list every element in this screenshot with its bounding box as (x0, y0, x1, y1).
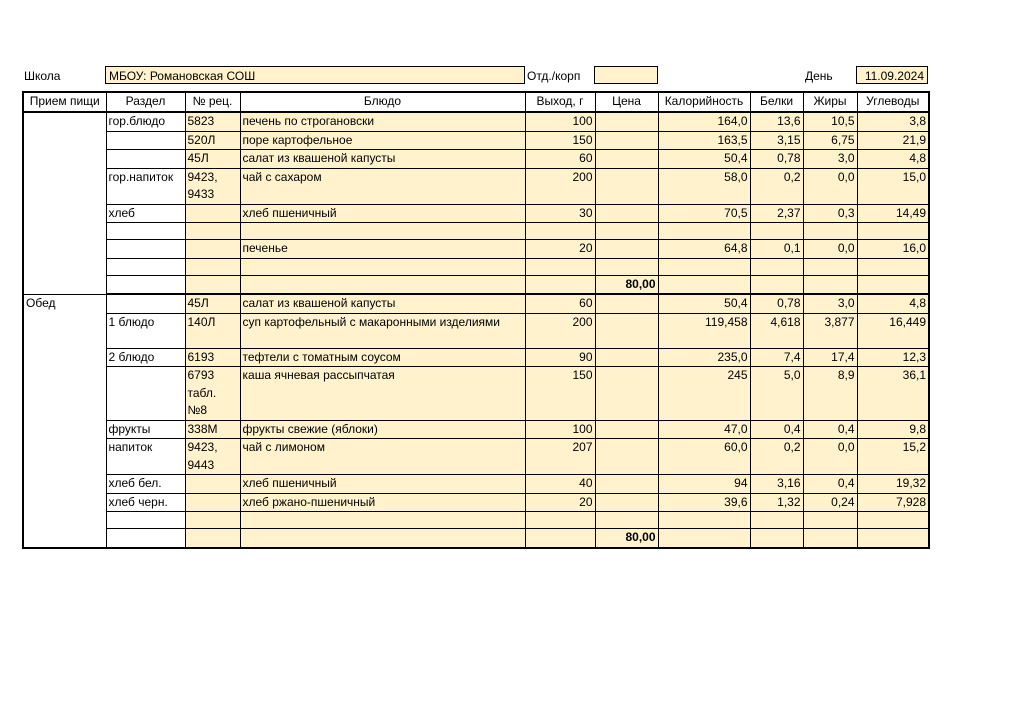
table-row (23, 367, 929, 421)
carbs-cell[interactable]: 21,9 (857, 131, 929, 150)
kcal-cell[interactable]: 235,0 (658, 348, 750, 367)
price-cell[interactable] (595, 439, 658, 475)
fat-cell[interactable]: 0,0 (803, 439, 857, 475)
section-cell[interactable] (106, 275, 185, 294)
price-cell[interactable] (595, 512, 658, 529)
dish-cell[interactable]: салат из квашеной капусты (240, 294, 525, 313)
yield-cell[interactable]: 150 (525, 367, 595, 421)
kcal-cell[interactable]: 164,0 (658, 112, 750, 131)
protein-cell[interactable] (750, 529, 803, 548)
protein-cell[interactable]: 2,37 (750, 204, 803, 223)
meal-cell (23, 112, 106, 294)
section-cell[interactable] (106, 512, 185, 529)
fat-cell[interactable]: 3,877 (803, 313, 857, 348)
recipe-cell[interactable]: 9423, 9433 (185, 168, 240, 204)
col-carbs: Углеводы (857, 92, 929, 112)
price-cell[interactable] (595, 367, 658, 421)
col-meal: Прием пищи (23, 92, 106, 112)
table-row (23, 439, 929, 475)
protein-cell[interactable]: 3,15 (750, 131, 803, 150)
protein-cell[interactable]: 13,6 (750, 112, 803, 131)
carbs-cell[interactable]: 36,1 (857, 367, 929, 421)
protein-cell[interactable]: 0,1 (750, 240, 803, 259)
dish-cell[interactable]: печень по строгановски (240, 112, 525, 131)
price-cell[interactable] (595, 150, 658, 169)
kcal-cell[interactable]: 94 (658, 475, 750, 494)
kcal-cell[interactable]: 70,5 (658, 204, 750, 223)
recipe-cell[interactable]: 338М (185, 420, 240, 439)
fat-cell[interactable] (803, 258, 857, 275)
price-cell[interactable] (595, 131, 658, 150)
protein-cell[interactable]: 0,4 (750, 420, 803, 439)
price-cell[interactable] (595, 475, 658, 494)
price-cell[interactable] (595, 294, 658, 313)
fat-cell[interactable] (803, 529, 857, 548)
recipe-cell[interactable]: 9423, 9443 (185, 439, 240, 475)
price-cell[interactable]: 80,00 (595, 529, 658, 548)
section-cell[interactable]: хлеб бел. (106, 475, 185, 494)
kcal-cell[interactable]: 245 (658, 367, 750, 421)
col-section: Раздел (106, 92, 185, 112)
yield-cell[interactable]: 100 (525, 420, 595, 439)
table-row (23, 493, 929, 512)
carbs-cell[interactable] (857, 258, 929, 275)
kcal-cell[interactable]: 39,6 (658, 493, 750, 512)
kcal-cell[interactable]: 60,0 (658, 439, 750, 475)
carbs-cell[interactable] (857, 529, 929, 548)
recipe-cell[interactable]: 5823 (185, 112, 240, 131)
protein-cell[interactable] (750, 223, 803, 240)
section-cell[interactable]: хлеб (106, 204, 185, 223)
fat-cell[interactable]: 10,5 (803, 112, 857, 131)
fat-cell[interactable]: 0,4 (803, 420, 857, 439)
carbs-cell[interactable]: 4,8 (857, 294, 929, 313)
carbs-cell[interactable]: 12,3 (857, 348, 929, 367)
table-row (23, 168, 929, 204)
recipe-cell[interactable] (185, 240, 240, 259)
col-protein: Белки (750, 92, 803, 112)
dish-cell[interactable]: печенье (240, 240, 525, 259)
dish-cell[interactable]: фрукты свежие (яблоки) (240, 420, 525, 439)
price-cell[interactable] (595, 204, 658, 223)
dish-cell[interactable]: поре картофельное (240, 131, 525, 150)
table-row (23, 529, 929, 548)
dish-cell[interactable]: суп картофельный с макаронными изделиями (240, 313, 525, 348)
dish-cell[interactable] (240, 512, 525, 529)
yield-cell[interactable] (525, 529, 595, 548)
carbs-cell[interactable]: 16,0 (857, 240, 929, 259)
yield-cell[interactable]: 207 (525, 439, 595, 475)
table-row (23, 258, 929, 275)
fat-cell[interactable]: 0,4 (803, 475, 857, 494)
fat-cell[interactable]: 0,24 (803, 493, 857, 512)
protein-cell[interactable] (750, 275, 803, 294)
kcal-cell[interactable]: 50,4 (658, 150, 750, 169)
price-cell[interactable] (595, 493, 658, 512)
table-row (23, 275, 929, 294)
carbs-cell[interactable]: 16,449 (857, 313, 929, 348)
price-cell[interactable] (595, 168, 658, 204)
yield-cell[interactable]: 60 (525, 294, 595, 313)
dish-cell[interactable] (240, 258, 525, 275)
protein-cell[interactable]: 0,2 (750, 439, 803, 475)
dish-cell[interactable] (240, 275, 525, 294)
yield-cell[interactable] (525, 512, 595, 529)
carbs-cell[interactable] (857, 223, 929, 240)
yield-cell[interactable]: 40 (525, 475, 595, 494)
fat-cell[interactable]: 0,3 (803, 204, 857, 223)
yield-cell[interactable]: 200 (525, 313, 595, 348)
school-field[interactable]: МБОУ: Романовская СОШ (105, 66, 525, 84)
price-cell[interactable] (595, 258, 658, 275)
carbs-cell[interactable]: 14,49 (857, 204, 929, 223)
yield-cell[interactable] (525, 223, 595, 240)
carbs-cell[interactable] (857, 275, 929, 294)
table-row (23, 150, 929, 169)
table-row (23, 223, 929, 240)
protein-cell[interactable]: 0,78 (750, 294, 803, 313)
price-cell[interactable]: 80,00 (595, 275, 658, 294)
table-row (23, 420, 929, 439)
recipe-cell[interactable] (185, 258, 240, 275)
kcal-cell[interactable]: 119,458 (658, 313, 750, 348)
price-cell[interactable] (595, 223, 658, 240)
protein-cell[interactable] (750, 258, 803, 275)
yield-cell[interactable]: 60 (525, 150, 595, 169)
table-header-row (23, 92, 929, 112)
col-fat: Жиры (803, 92, 857, 112)
dish-cell[interactable]: хлеб пшеничный (240, 475, 525, 494)
recipe-cell[interactable]: 6193 (185, 348, 240, 367)
fat-cell[interactable] (803, 512, 857, 529)
section-cell[interactable]: хлеб черн. (106, 493, 185, 512)
dish-cell[interactable] (240, 529, 525, 548)
yield-cell[interactable]: 20 (525, 240, 595, 259)
dish-cell[interactable]: тефтели с томатным соусом (240, 348, 525, 367)
protein-cell[interactable]: 3,16 (750, 475, 803, 494)
carbs-cell[interactable]: 15,2 (857, 439, 929, 475)
yield-cell[interactable]: 150 (525, 131, 595, 150)
fat-cell[interactable]: 0,0 (803, 168, 857, 204)
table-row (23, 204, 929, 223)
kcal-cell[interactable]: 58,0 (658, 168, 750, 204)
section-cell[interactable]: гор.напиток (106, 168, 185, 204)
protein-cell[interactable]: 0,78 (750, 150, 803, 169)
yield-cell[interactable]: 30 (525, 204, 595, 223)
recipe-cell[interactable]: 45Л (185, 294, 240, 313)
col-dish: Блюдо (240, 92, 525, 112)
table-row (23, 348, 929, 367)
protein-cell[interactable]: 7,4 (750, 348, 803, 367)
kcal-cell[interactable] (658, 275, 750, 294)
recipe-cell[interactable] (185, 512, 240, 529)
table-row (23, 512, 929, 529)
kcal-cell[interactable] (658, 258, 750, 275)
price-cell[interactable] (595, 348, 658, 367)
fat-cell[interactable]: 3,0 (803, 150, 857, 169)
recipe-cell[interactable]: 520Л (185, 131, 240, 150)
carbs-cell[interactable] (857, 512, 929, 529)
section-cell[interactable] (106, 367, 185, 421)
kcal-cell[interactable]: 47,0 (658, 420, 750, 439)
price-cell[interactable] (595, 313, 658, 348)
recipe-cell[interactable]: 140Л (185, 313, 240, 348)
carbs-cell[interactable]: 15,0 (857, 168, 929, 204)
recipe-cell[interactable] (185, 529, 240, 548)
dish-cell[interactable]: салат из квашеной капусты (240, 150, 525, 169)
table-row (23, 131, 929, 150)
protein-cell[interactable] (750, 512, 803, 529)
protein-cell[interactable]: 1,32 (750, 493, 803, 512)
carbs-cell[interactable]: 9,8 (857, 420, 929, 439)
recipe-cell[interactable]: 6793 табл. №8 (185, 367, 240, 421)
recipe-cell[interactable] (185, 275, 240, 294)
section-cell[interactable] (106, 150, 185, 169)
carbs-cell[interactable]: 19,32 (857, 475, 929, 494)
fat-cell[interactable] (803, 275, 857, 294)
protein-cell[interactable]: 4,618 (750, 313, 803, 348)
recipe-cell[interactable] (185, 493, 240, 512)
section-cell[interactable] (106, 529, 185, 548)
fat-cell[interactable]: 17,4 (803, 348, 857, 367)
fat-cell[interactable]: 3,0 (803, 294, 857, 313)
yield-cell[interactable]: 100 (525, 112, 595, 131)
table-row (23, 475, 929, 494)
table-row (23, 112, 929, 131)
table-row (23, 240, 929, 259)
day-label: День (805, 69, 833, 83)
yield-cell[interactable] (525, 258, 595, 275)
kcal-cell[interactable]: 64,8 (658, 240, 750, 259)
recipe-cell[interactable]: 45Л (185, 150, 240, 169)
yield-cell[interactable]: 90 (525, 348, 595, 367)
meal-cell: Обед (23, 294, 106, 548)
fat-cell[interactable]: 0,0 (803, 240, 857, 259)
yield-cell[interactable]: 200 (525, 168, 595, 204)
section-cell[interactable]: 2 блюдо (106, 348, 185, 367)
kcal-cell[interactable] (658, 512, 750, 529)
section-cell[interactable]: фрукты (106, 420, 185, 439)
protein-cell[interactable]: 5,0 (750, 367, 803, 421)
recipe-cell[interactable] (185, 204, 240, 223)
price-cell[interactable] (595, 420, 658, 439)
recipe-cell[interactable] (185, 223, 240, 240)
section-cell[interactable]: напиток (106, 439, 185, 475)
col-price: Цена (595, 92, 658, 112)
dish-cell[interactable]: каша ячневая рассыпчатая (240, 367, 525, 421)
yield-cell[interactable] (525, 275, 595, 294)
section-cell[interactable] (106, 223, 185, 240)
section-cell[interactable]: гор.блюдо (106, 112, 185, 131)
dept-label: Отд./корп (527, 69, 581, 83)
school-label: Школа (24, 69, 61, 83)
dish-cell[interactable]: чай с сахаром (240, 168, 525, 204)
protein-cell[interactable]: 0,2 (750, 168, 803, 204)
dish-cell[interactable]: хлеб ржано-пшеничный (240, 493, 525, 512)
kcal-cell[interactable] (658, 223, 750, 240)
fat-cell[interactable] (803, 223, 857, 240)
col-kcal: Калорийность (658, 92, 750, 112)
dish-cell[interactable]: чай с лимоном (240, 439, 525, 475)
col-recipe: № рец. (185, 92, 240, 112)
fat-cell[interactable]: 6,75 (803, 131, 857, 150)
table-row (23, 313, 929, 348)
section-cell[interactable]: 1 блюдо (106, 313, 185, 348)
section-cell[interactable] (106, 131, 185, 150)
kcal-cell[interactable] (658, 529, 750, 548)
carbs-cell[interactable]: 4,8 (857, 150, 929, 169)
table-row (23, 294, 929, 313)
dish-cell[interactable]: хлеб пшеничный (240, 204, 525, 223)
carbs-cell[interactable]: 3,8 (857, 112, 929, 131)
recipe-cell[interactable] (185, 475, 240, 494)
section-cell[interactable] (106, 294, 185, 313)
kcal-cell[interactable]: 50,4 (658, 294, 750, 313)
dish-cell[interactable] (240, 223, 525, 240)
section-cell[interactable] (106, 258, 185, 275)
dept-field[interactable] (594, 66, 658, 84)
carbs-cell[interactable]: 7,928 (857, 493, 929, 512)
fat-cell[interactable]: 8,9 (803, 367, 857, 421)
menu-table (22, 91, 930, 549)
yield-cell[interactable]: 20 (525, 493, 595, 512)
section-cell[interactable] (106, 240, 185, 259)
col-yield: Выход, г (525, 92, 595, 112)
day-field[interactable]: 11.09.2024 (856, 66, 928, 84)
price-cell[interactable] (595, 240, 658, 259)
kcal-cell[interactable]: 163,5 (658, 131, 750, 150)
price-cell[interactable] (595, 112, 658, 131)
